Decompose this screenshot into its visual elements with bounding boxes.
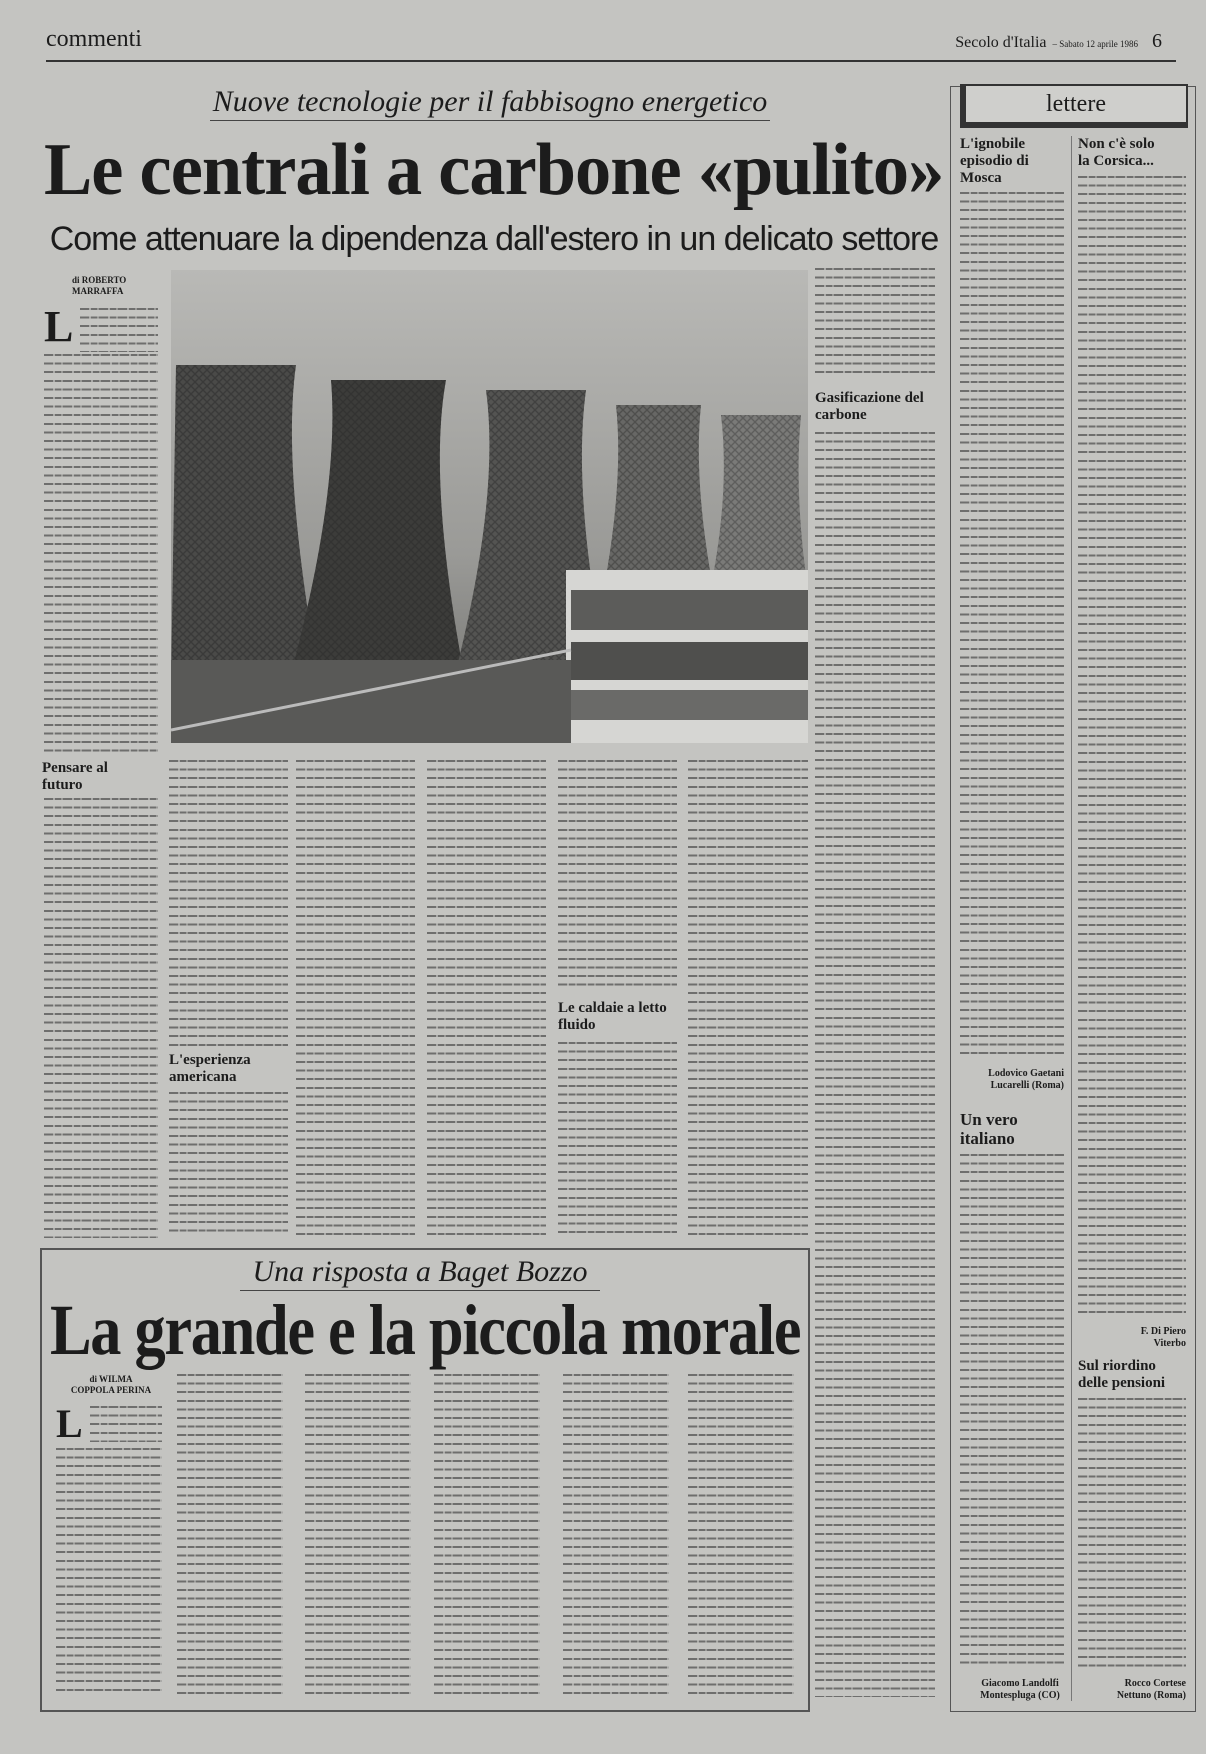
article2-text-col2 xyxy=(177,1374,283,1694)
page-number: 6 xyxy=(1152,30,1162,52)
article2-byline xyxy=(56,1374,166,1396)
letters-title: lettere xyxy=(1046,91,1106,117)
article-text-col6 xyxy=(688,760,808,1238)
subhead-gasificazione: Gasificazione del carbone xyxy=(815,390,924,423)
cooling-towers-image xyxy=(171,270,808,743)
drop-cap: L xyxy=(56,1401,83,1446)
article-text-col7b xyxy=(815,432,935,1697)
byline-prefix: di WILMA xyxy=(89,1374,133,1384)
section-label: commenti xyxy=(46,26,142,52)
article-text-col7 xyxy=(815,268,935,380)
masthead-info xyxy=(955,30,1162,53)
letter-text xyxy=(960,1154,1064,1667)
letters-column-rule xyxy=(1071,136,1072,1701)
article-subtitle: Come attenuare la dipendenza dall'estero in un delicato settore xyxy=(49,220,939,258)
byline-name: MARRAFFA xyxy=(72,286,124,296)
article2-text-col5 xyxy=(563,1374,669,1694)
article-text-col1b xyxy=(44,798,158,1238)
byline-name: COPPOLA PERINA xyxy=(70,1385,152,1395)
article-byline xyxy=(72,275,162,297)
letter-signature: Rocco Cortese Nettuno (Roma) xyxy=(1116,1678,1186,1701)
article-text-col3 xyxy=(296,760,415,1238)
header-rule xyxy=(46,60,1176,62)
article2-text-col6 xyxy=(688,1374,794,1694)
article-text-col2b xyxy=(169,1092,288,1238)
article2-text-col1 xyxy=(90,1406,162,1442)
article2-text-col3 xyxy=(305,1374,411,1694)
issue-date: – Sabato 12 aprile 1986 xyxy=(1052,39,1138,49)
article-text-col1 xyxy=(44,354,158,754)
letter-title-corsica: Non c'è solo la Corsica... xyxy=(1078,136,1168,170)
article-text-col5b xyxy=(558,1042,677,1238)
letter-title-italiano: Un vero italiano xyxy=(960,1110,1050,1148)
power-plant-photo xyxy=(171,270,808,743)
article-text-col5 xyxy=(558,760,677,992)
letter-signature: Lodovico Gaetani Lucarelli (Roma) xyxy=(988,1068,1064,1091)
letter-title-pensioni: Sul riordino delle pensioni xyxy=(1078,1358,1178,1392)
letter-text xyxy=(1078,176,1186,1320)
paper-name: Secolo d'Italia xyxy=(955,34,1047,51)
article-kicker: Nuove tecnologie per il fabbisogno energetico xyxy=(210,84,770,121)
letter-signature: Giacomo Landolfi Montespluga (CO) xyxy=(980,1678,1060,1701)
article2-kicker: Una risposta a Baget Bozzo xyxy=(240,1254,600,1291)
subhead-caldaie: Le caldaie a letto fluido xyxy=(558,1000,677,1034)
article2-text-col1 xyxy=(56,1448,162,1694)
article-text-col1 xyxy=(80,308,158,352)
article2-text-col4 xyxy=(434,1374,540,1694)
article-text-col2 xyxy=(169,760,288,1046)
article2-title: La grande e la piccola morale xyxy=(50,1290,801,1370)
byline-prefix: di ROBERTO xyxy=(72,275,127,285)
letter-text xyxy=(960,192,1064,1060)
letter-text xyxy=(1078,1398,1186,1668)
drop-cap: L xyxy=(44,302,74,351)
subhead-esperienza: L'esperienza americana xyxy=(169,1052,288,1086)
article-text-col4 xyxy=(427,760,546,1238)
letter-signature: F. Di Piero Viterbo xyxy=(1140,1326,1186,1349)
letter-title-mosca: L'ignobile episodio di Mosca xyxy=(960,136,1050,187)
letters-header xyxy=(960,84,1188,128)
article-title: Le centrali a carbone «pulito» xyxy=(44,129,944,211)
subhead-pensare: Pensare al futuro xyxy=(42,760,152,794)
